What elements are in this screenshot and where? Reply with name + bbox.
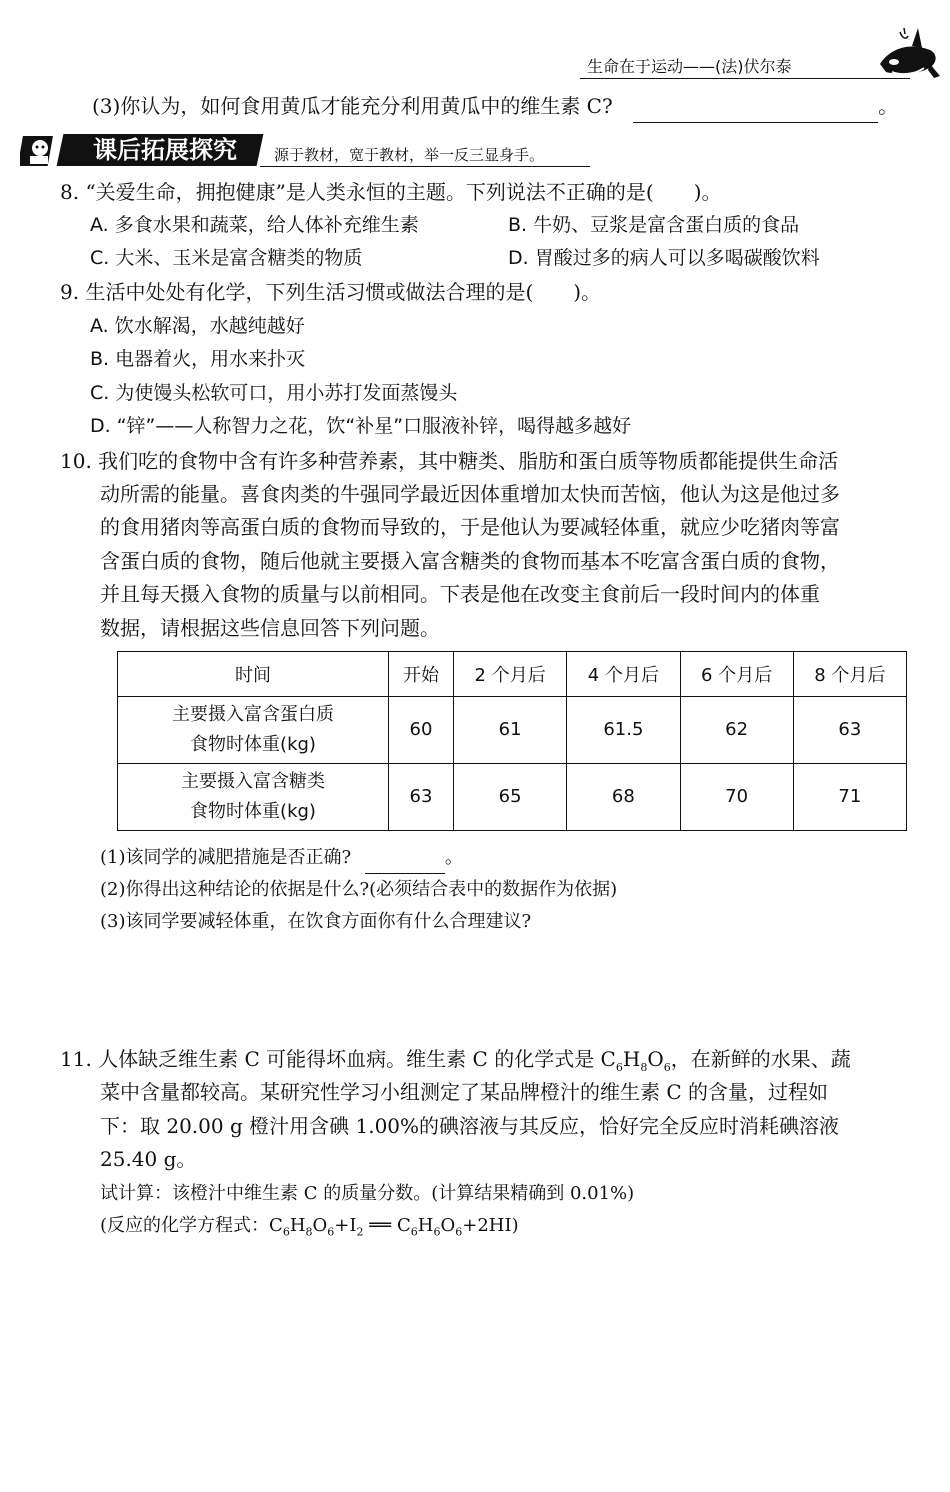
q11-equation: (反应的化学方程式：$C_6H_8O_6+I_2$ ══ $C_6H_6O_6+2HI$) (100, 1215, 519, 1239)
table-row-label (118, 697, 389, 764)
q11-line-5: 试计算：该橙汁中维生素 C 的质量分数。(计算结果精确到 0.01%) (100, 1183, 635, 1204)
q11-line-4: 25.40 g。 (100, 1147, 197, 1171)
table-cell: 65 (454, 764, 567, 831)
q11-line1-a: 11. 人体缺乏维生素 C 可能得坏血病。维生素 C 的化学式是 C (60, 1047, 616, 1071)
q11-line-1: 11. 人体缺乏维生素 C 可能得坏血病。维生素 C 的化学式是 $C_6H_8O_6$，在新鲜的水果、蔬 (60, 1047, 851, 1074)
table-row (118, 764, 907, 831)
table-cell: 71 (793, 764, 906, 831)
q10-sub1-end: 。 (444, 847, 463, 868)
q10-sub1-text: (1)该同学的减肥措施是否正确? (100, 847, 352, 868)
table-cell: 62 (680, 697, 793, 764)
q10-line-2: 动所需的能量。喜食肉类的牛强同学最近因体重增加太快而苦恼，他认为这是他过多 (100, 482, 840, 506)
row-label-line2: 食物时体重(kg) (190, 734, 316, 755)
table-cell: 61.5 (567, 697, 680, 764)
table-header-cell: 开始 (389, 652, 454, 697)
table-cell: 60 (389, 697, 454, 764)
q7-sub3 (92, 90, 898, 123)
row-label-line1: 主要摄入富含蛋白质 (172, 704, 334, 725)
q8-option-c[interactable]: C. 大米、玉米是富含糖类的物质 (90, 247, 363, 269)
orca-icon (872, 20, 942, 90)
weight-table (117, 651, 907, 831)
section-title: 课后拓展探究 (93, 136, 237, 164)
q9-option-d[interactable]: D. “锌”——人称智力之花，饮“补星”口服液补锌，喝得越多越好 (90, 415, 632, 437)
q9-option-b[interactable]: B. 电器着火，用水来扑灭 (90, 348, 306, 370)
table-row (118, 697, 907, 764)
q11-line-2: 菜中含量都较高。某研究性学习小组测定了某品牌橙汁的维生素 C 的含量，过程如 (100, 1080, 829, 1104)
banner-underline (260, 166, 590, 167)
row-label-line1: 主要摄入富含糖类 (181, 771, 325, 792)
q11-line1-b: ，在新鲜的水果、蔬 (670, 1047, 851, 1071)
q9-option-a[interactable]: A. 饮水解渴，水越纯越好 (90, 315, 305, 337)
q10-sub1 (100, 842, 463, 874)
table-header-cell: 2 个月后 (454, 652, 567, 697)
q11-eq-suffix: ) (511, 1215, 519, 1236)
table-header-cell: 6 个月后 (680, 652, 793, 697)
table-header-row (118, 652, 907, 697)
table-cell: 68 (567, 764, 680, 831)
q7-answer-blank[interactable] (633, 122, 878, 123)
q10-line-4: 含蛋白质的食物，随后他就主要摄入富含糖类的食物而基本不吃富含蛋白质的食物， (100, 549, 840, 573)
q10-line-1: 10. 我们吃的食物中含有许多种营养素，其中糖类、脂肪和蛋白质等物质都能提供生命活 (60, 449, 839, 473)
q9-stem: 9. 生活中处处有化学，下列生活习惯或做法合理的是( )。 (60, 280, 602, 304)
q9-option-c[interactable]: C. 为使馒头松软可口，用小苏打发面蒸馒头 (90, 382, 458, 404)
header-rule (580, 78, 910, 79)
q10-sub2: (2)你得出这种结论的依据是什么?(必须结合表中的数据作为依据) (100, 879, 618, 900)
table-header-cell: 4 个月后 (567, 652, 680, 697)
table-cell: 63 (793, 697, 906, 764)
row-label-line2: 食物时体重(kg) (190, 801, 316, 822)
table-cell: 61 (454, 697, 567, 764)
table-header-cell: 8 个月后 (793, 652, 906, 697)
q7-sub3-text: (3)你认为，如何食用黄瓜才能充分利用黄瓜中的维生素 C? (92, 94, 613, 118)
q11-line-3: 下：取 20.00 g 橙汁用含碘 1.00%的碘溶液与其反应，恰好完全反应时消耗碘溶液 (100, 1114, 840, 1138)
section-banner (20, 130, 620, 174)
q11-eq-prefix: (反应的化学方程式： (100, 1215, 270, 1236)
q10-line-3: 的食用猪肉等高蛋白质的食物而导致的，于是他认为要减轻体重，就应少吃猪肉等富 (100, 515, 840, 539)
table-cell: 63 (389, 764, 454, 831)
section-slogan: 源于教材，宽于教材，举一反三显身手。 (274, 146, 545, 164)
q10-line-6: 数据，请根据这些信息回答下列问题。 (100, 616, 440, 640)
table-row-label (118, 764, 389, 831)
table-cell: 70 (680, 764, 793, 831)
q10-line-5: 并且每天摄入食物的质量与以前相同。下表是他在改变主食前后一段时间内的体重 (100, 582, 820, 606)
q10-sub3: (3)该同学要减轻体重，在饮食方面你有什么合理建议? (100, 911, 532, 932)
q7-end: 。 (878, 94, 899, 118)
table-header-cell: 时间 (118, 652, 389, 697)
q8-option-d[interactable]: D. 胃酸过多的病人可以多喝碳酸饮料 (508, 247, 820, 269)
q8-option-b[interactable]: B. 牛奶、豆浆是富含蛋白质的食品 (508, 214, 800, 236)
q8-stem: 8. “关爱生命，拥抱健康”是人类永恒的主题。下列说法不正确的是( )。 (60, 180, 722, 204)
header-motto: 生命在于运动——(法)伏尔泰 (587, 57, 792, 76)
q8-option-a[interactable]: A. 多食水果和蔬菜，给人体补充维生素 (90, 214, 419, 236)
